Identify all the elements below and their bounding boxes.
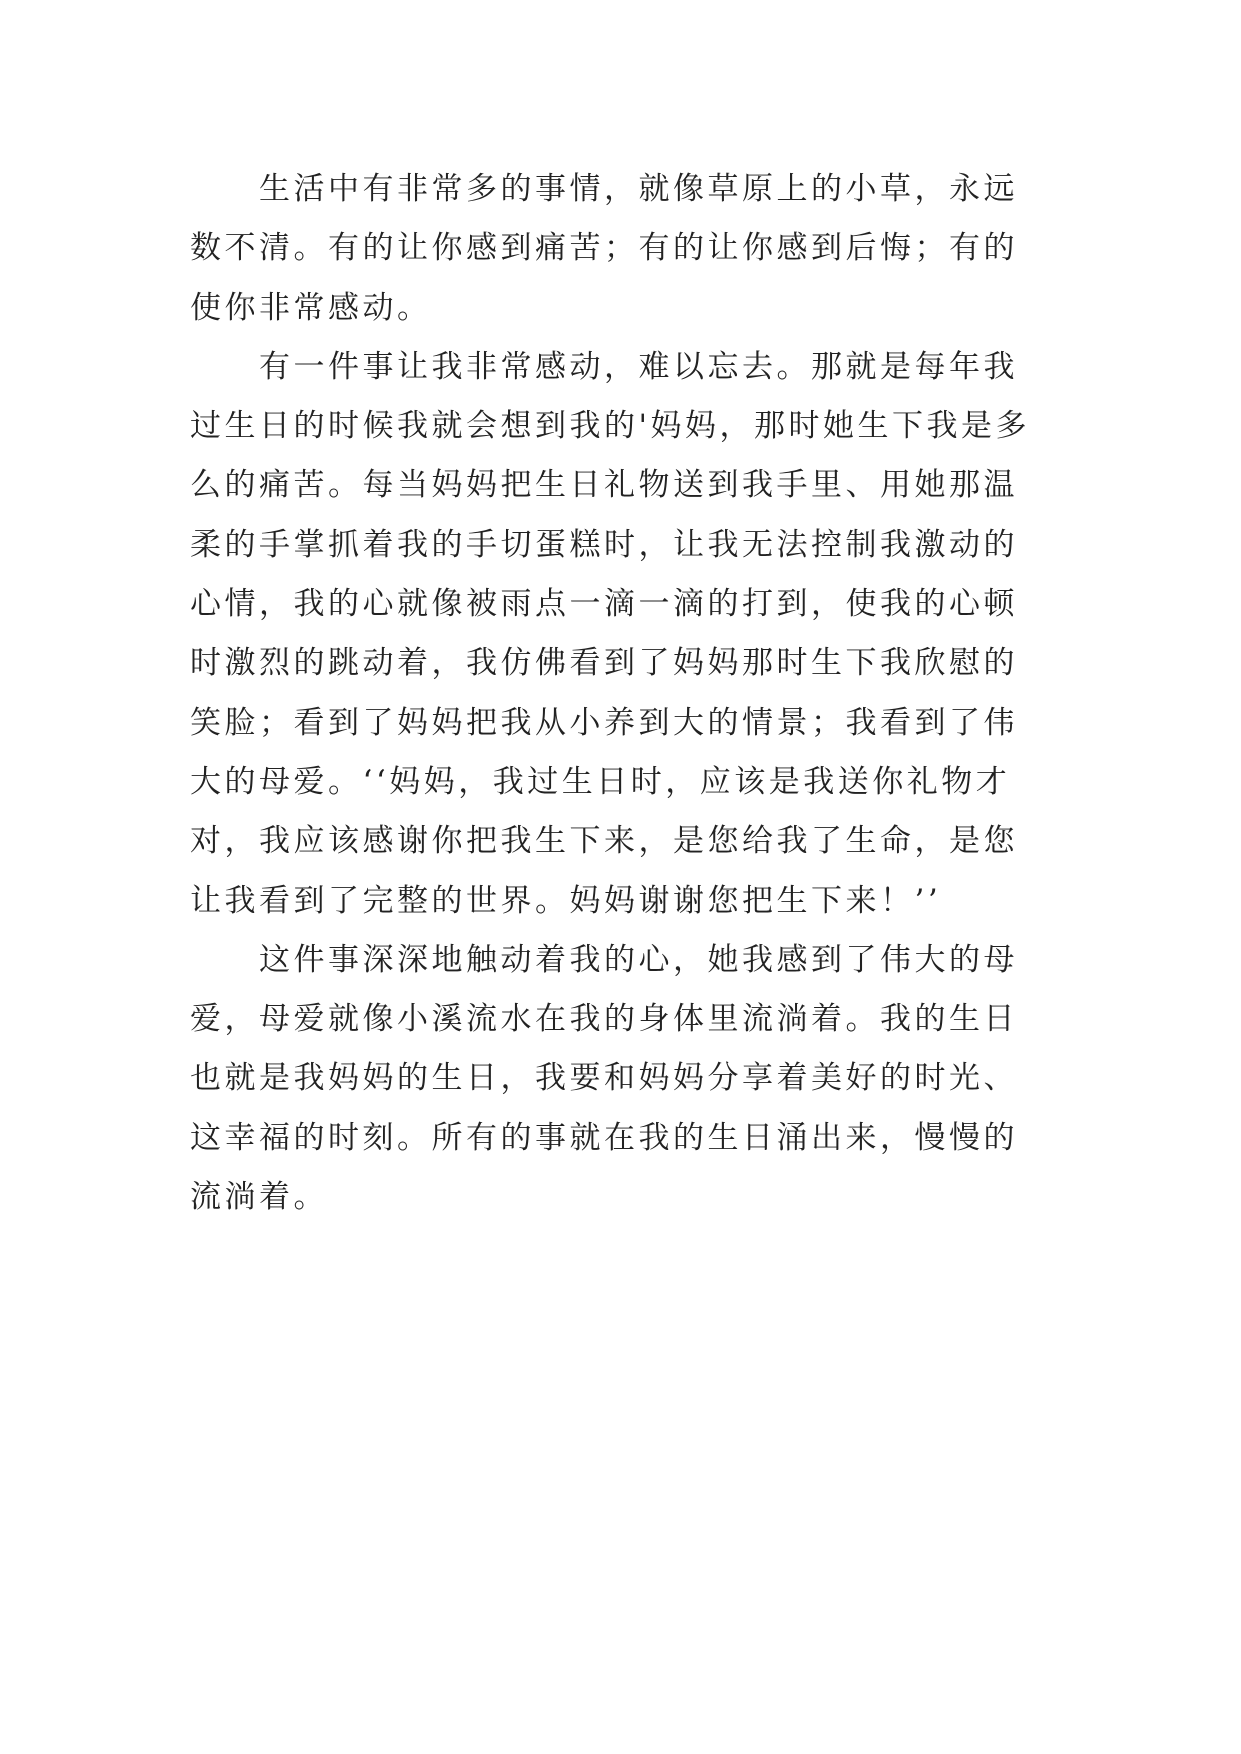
paragraph-3: 这件事深深地触动着我的心，她我感到了伟大的母爱，母爱就像小溪流水在我的身体里流淌着。我的生日也就是我妈妈的生日，我要和妈妈分享着美好的时光、这幸福的时刻。所有的事就在我的生日涌出来，慢慢的流淌着。 xyxy=(190,941,1018,1216)
paragraph-1: 生活中有非常多的事情，就像草原上的小草，永远数不清。有的让你感到痛苦；有的让你感到后悔；有的使你非常感动。 xyxy=(190,171,1018,326)
paragraph-2: 有一件事让我非常感动，难以忘去。那就是每年我过生日的时候我就会想到我的'妈妈，那时她生下我是多么的痛苦。每当妈妈把生日礼物送到我手里、用她那温柔的手掌抓着我的手切蛋糕时，让我无法控制我激动的心情，我的心就像被雨点一滴一滴的打到，使我的心顿时激烈的跳动着，我仿佛看到了妈妈那时生下我欣慰的笑脸；看到了妈妈把我从小养到大的情景；我看到了伟大的母爱。‘‘妈妈，我过生日时，应该是我送你礼物才对，我应该感谢你把我生下来，是您给我了生命，是您让我看到了完整的世界。妈妈谢谢您把生下来！’’ xyxy=(190,348,1031,919)
essay-body xyxy=(190,160,1052,1227)
